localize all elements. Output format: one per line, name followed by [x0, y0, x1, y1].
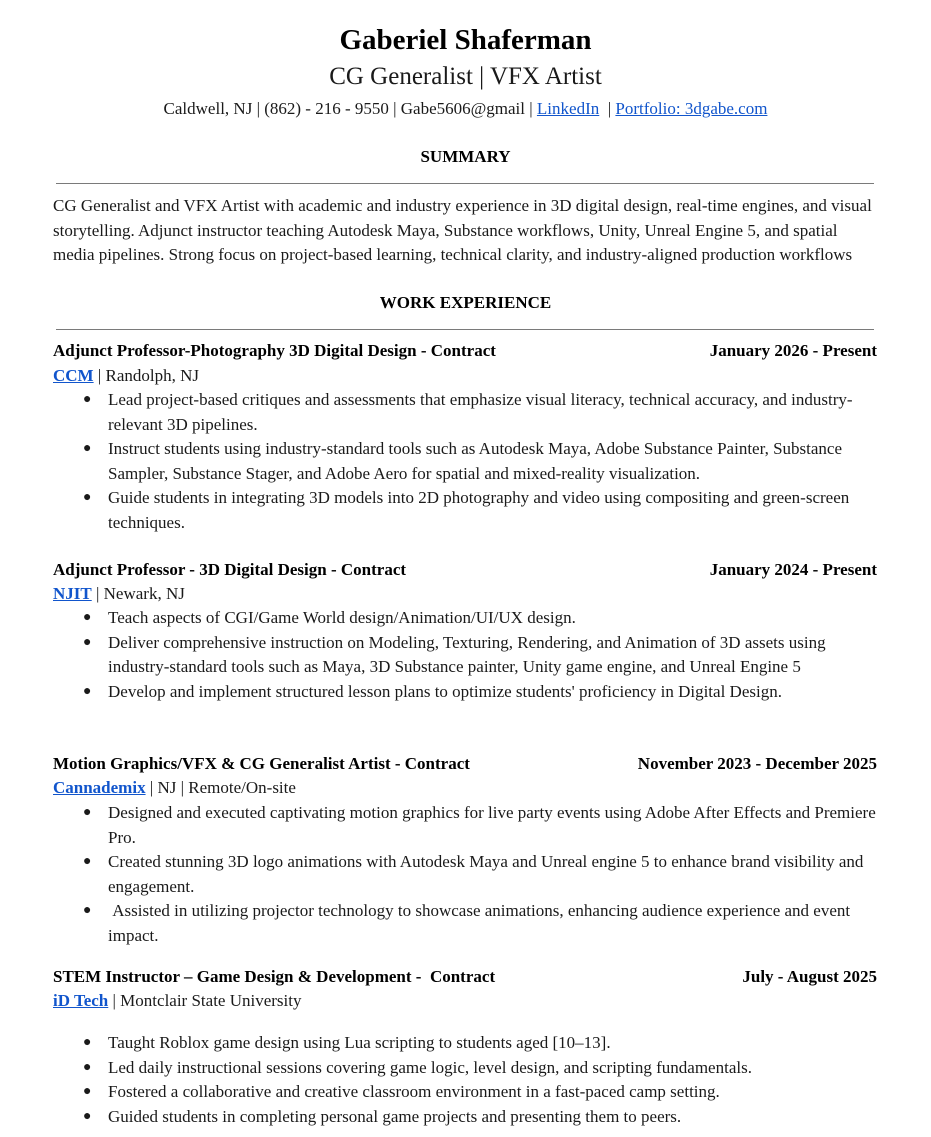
bullet-icon: ●: [83, 903, 92, 918]
job-dates: July - August 2025: [742, 967, 877, 986]
job-organization: [53, 365, 199, 387]
job-dates: January 2024 - Present: [709, 560, 877, 579]
summary-text: CG Generalist and VFX Artist with academic and industry experience in 3D digital design, real-time engines, and visual storytelling. Adjunct instructor teaching Autodesk Maya, Substance workflows, Unity, Unreal Engine 5, and spatial media pipelines. Strong focus on project-based learning, technical clarity, and industry-aligned production workflows: [53, 196, 872, 264]
job-location: | Newark, NJ: [91, 584, 185, 603]
bullet-text: Deliver comprehensive instruction on Modeling, Texturing, Rendering, and Animation of 3D assets using industry-standard tools such as Maya, 3D Substance painter, Unity game engine, and Unreal Engine 5: [108, 632, 826, 676]
org-link-idtech[interactable]: iD Tech: [53, 991, 109, 1010]
job-dates: November 2023 - December 2025: [637, 754, 877, 773]
bullet-icon: ●: [83, 1084, 92, 1099]
list-item: [53, 437, 878, 486]
list-item: [53, 486, 878, 535]
list-item: [53, 850, 878, 899]
summary-heading: SUMMARY: [420, 147, 511, 166]
job-header: [53, 340, 877, 362]
bullet-text: Led daily instructional sessions covering game logic, level design, and scripting fundamentals.: [108, 1057, 752, 1077]
contact-line: [53, 98, 878, 120]
bullet-text: Instruct students using industry-standard tools such as Autodesk Maya, Adobe Substance Painter, Substance Sampler, Substance Stager, and Adobe Aero for spatial and mixed-reality visualization.: [108, 439, 842, 483]
bullet-text: Guided students in completing personal game projects and presenting them to peers.: [108, 1106, 682, 1126]
bullet-text: Taught Roblox game design using Lua scripting to students aged [10–13].: [108, 1033, 611, 1052]
list-item: [53, 801, 878, 850]
job-title: Motion Graphics/VFX & CG Generalist Artist - Contract: [53, 754, 470, 773]
job-organization: [53, 990, 301, 1012]
experience-heading: WORK EXPERIENCE: [379, 293, 552, 312]
bullet-icon: ●: [83, 441, 92, 456]
contact-text: Caldwell, NJ | (862) - 216 - 9550 | Gabe5606@gmail |: [163, 99, 537, 118]
bullet-text: Teach aspects of CGI/Game World design/Animation/UI/UX design.: [108, 608, 576, 627]
portfolio-link[interactable]: Portfolio: 3dgabe.com: [615, 99, 768, 118]
job-bullets: [53, 606, 878, 704]
job-header: [53, 966, 877, 988]
bullet-text: Lead project-based critiques and assessments that emphasize visual literacy, technical accuracy, and industry-relevant 3D pipelines.: [108, 390, 853, 434]
job-header: [53, 559, 877, 581]
job-organization: [53, 583, 185, 605]
bullet-text: Fostered a collaborative and creative classroom environment in a fast-paced camp setting.: [108, 1082, 720, 1101]
linkedin-link[interactable]: LinkedIn: [536, 99, 600, 118]
experience-divider: [56, 329, 874, 330]
candidate-title: CG Generalist | VFX Artist: [329, 63, 602, 90]
job-bullets: [53, 801, 878, 948]
bullet-icon: ●: [83, 1108, 92, 1124]
bullet-icon: ●: [83, 392, 92, 407]
list-item: [53, 1031, 878, 1056]
bullet-icon: ●: [83, 1035, 92, 1050]
bullet-icon: ●: [83, 683, 92, 699]
contact-separator: |: [599, 99, 616, 118]
list-item: [53, 1080, 878, 1105]
list-item: [53, 1056, 878, 1081]
job-organization: [53, 777, 296, 799]
list-item: [53, 1105, 878, 1130]
job-bullets: [53, 388, 878, 535]
bullet-icon: ●: [83, 854, 92, 869]
job-header: [53, 753, 877, 775]
job-title: Adjunct Professor-Photography 3D Digital Design - Contract: [53, 341, 496, 360]
bullet-icon: ●: [83, 634, 92, 650]
bullet-text: Designed and executed captivating motion graphics for live party events using Adobe After Effects and Premiere Pro.: [108, 803, 876, 847]
job-title: STEM Instructor – Game Design & Development - Contract: [53, 967, 496, 986]
org-link-ccm[interactable]: CCM: [53, 366, 94, 385]
bullet-icon: ●: [83, 490, 92, 505]
job-bullets: [53, 1031, 878, 1129]
bullet-icon: ●: [83, 1059, 92, 1075]
summary-divider: [56, 183, 874, 184]
job-title: Adjunct Professor - 3D Digital Design - Contract: [53, 560, 407, 579]
list-item: [53, 631, 878, 680]
bullet-text: Develop and implement structured lesson plans to optimize students' proficiency in Digital Design.: [108, 681, 782, 701]
list-item: [53, 388, 878, 437]
org-link-njit[interactable]: NJIT: [53, 584, 92, 603]
job-location: | Montclair State University: [108, 991, 302, 1010]
list-item: [53, 606, 878, 631]
bullet-text: Assisted in utilizing projector technology to showcase animations, enhancing audience experience and event impact.: [108, 901, 855, 945]
job-location: | Randolph, NJ: [93, 366, 200, 385]
bullet-icon: ●: [83, 805, 92, 820]
bullet-text: Created stunning 3D logo animations with Autodesk Maya and Unreal engine 5 to enhance brand visibility and engagement.: [108, 852, 864, 896]
bullet-icon: ●: [83, 610, 92, 625]
list-item: [53, 899, 878, 948]
bullet-text: Guide students in integrating 3D models into 2D photography and video using compositing and green-screen techniques.: [108, 488, 850, 532]
candidate-name: Gaberiel Shaferman: [339, 24, 592, 56]
job-location: | NJ | Remote/On-site: [145, 778, 296, 797]
job-dates: January 2026 - Present: [709, 341, 877, 360]
list-item: [53, 680, 878, 705]
org-link-cannademix[interactable]: Cannademix: [53, 778, 146, 797]
